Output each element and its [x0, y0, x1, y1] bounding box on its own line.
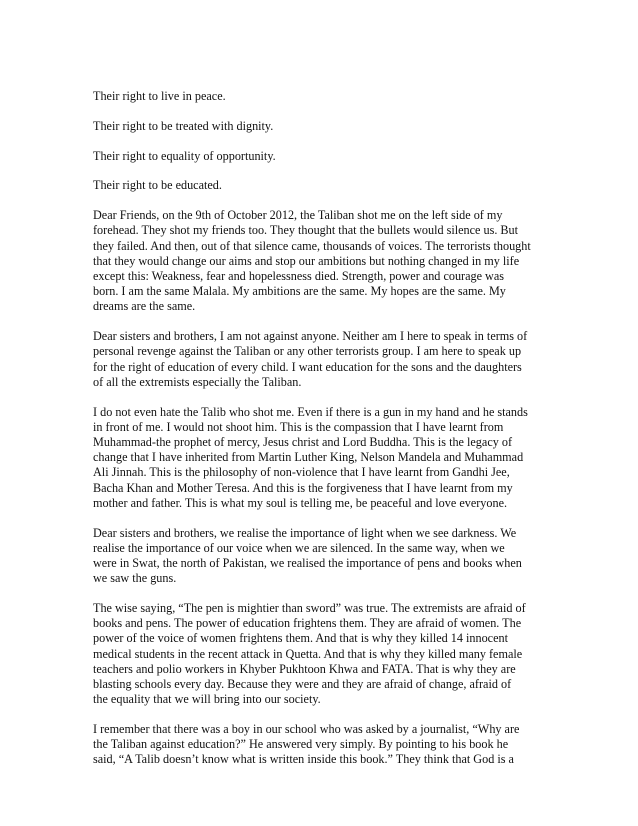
paragraph-right-to-education: Their right to be educated. [93, 178, 222, 193]
paragraph-right-to-peace: Their right to live in peace. [93, 89, 226, 103]
paragraph-do-not-hate: I do not even hate the Talib who shot me. Even if there is a gun in my hand and he stands in front of me. I would not shoot him. This is the compassion that I have learnt from Muhammad-the prophet of mercy, Jesus christ and Lord Buddha. This is the legacy of change that I have inherited from Martin Luther King, Nelson Mandela and Muhammad Ali Jinnah. This is the philosophy of non-violence that I have learnt from Gandhi Jee, Bacha Khan and Mother Teresa. And this is the forgiveness that I have learnt from my mother and father. This is what my soul is telling me, be peaceful and love everyone. [93, 404, 528, 510]
paragraph-right-to-equality: Their right to equality of opportunity. [93, 148, 276, 163]
paragraph-dear-friends: Dear Friends, on the 9th of October 2012, the Taliban shot me on the left side of my forehead. They shot my friends too. They thought that the bullets would silence us. But they failed. And then, out of that silence came, thousands of voices. The terrorists thought that they would change our aims and stop our ambitions but nothing changed in my life except this: Weakness, fear and hopelessness died. Strength, power and courage was born. I am the same Malala. My ambitions are the same. My hopes are the same. My dreams are the same. [93, 208, 531, 314]
document-page [93, 89, 549, 782]
paragraph-right-to-dignity: Their right to be treated with dignity. [93, 118, 274, 133]
paragraph-importance-of-light: Dear sisters and brothers, we realise the importance of light when we see darkness. We realise the importance of our voice when we are silenced. In the same way, when we were in Swat, the north of Pakistan, we realised the importance of pens and books when we saw the guns. [93, 525, 522, 586]
paragraph-boy-in-school: I remember that there was a boy in our school who was asked by a journalist, “Why are the Taliban against education?” He answered very simply. By pointing to his book he said, “A Talib doesn’t know what is written inside this book.” They think that God is a [93, 722, 520, 767]
paragraph-not-against-anyone: Dear sisters and brothers, I am not against anyone. Neither am I here to speak in terms of personal revenge against the Taliban or any other terrorists group. I am here to speak up for the right of education of every child. I want education for the sons and the daughters of all the extremists especially the Taliban. [93, 329, 528, 389]
paragraph-pen-mightier: The wise saying, “The pen is mightier than sword” was true. The extremists are afraid of books and pens. The power of education frightens them. They are afraid of women. The power of the voice of women frightens them. And that is why they killed 14 innocent medical students in the recent attack in Quetta. And that is why they killed many female teachers and polio workers in Khyber Pukhtoon Khwa and FATA. That is why they are blasting schools every day. Because they were and they are afraid of change, afraid of the equality that we will bring into our society. [93, 601, 526, 707]
